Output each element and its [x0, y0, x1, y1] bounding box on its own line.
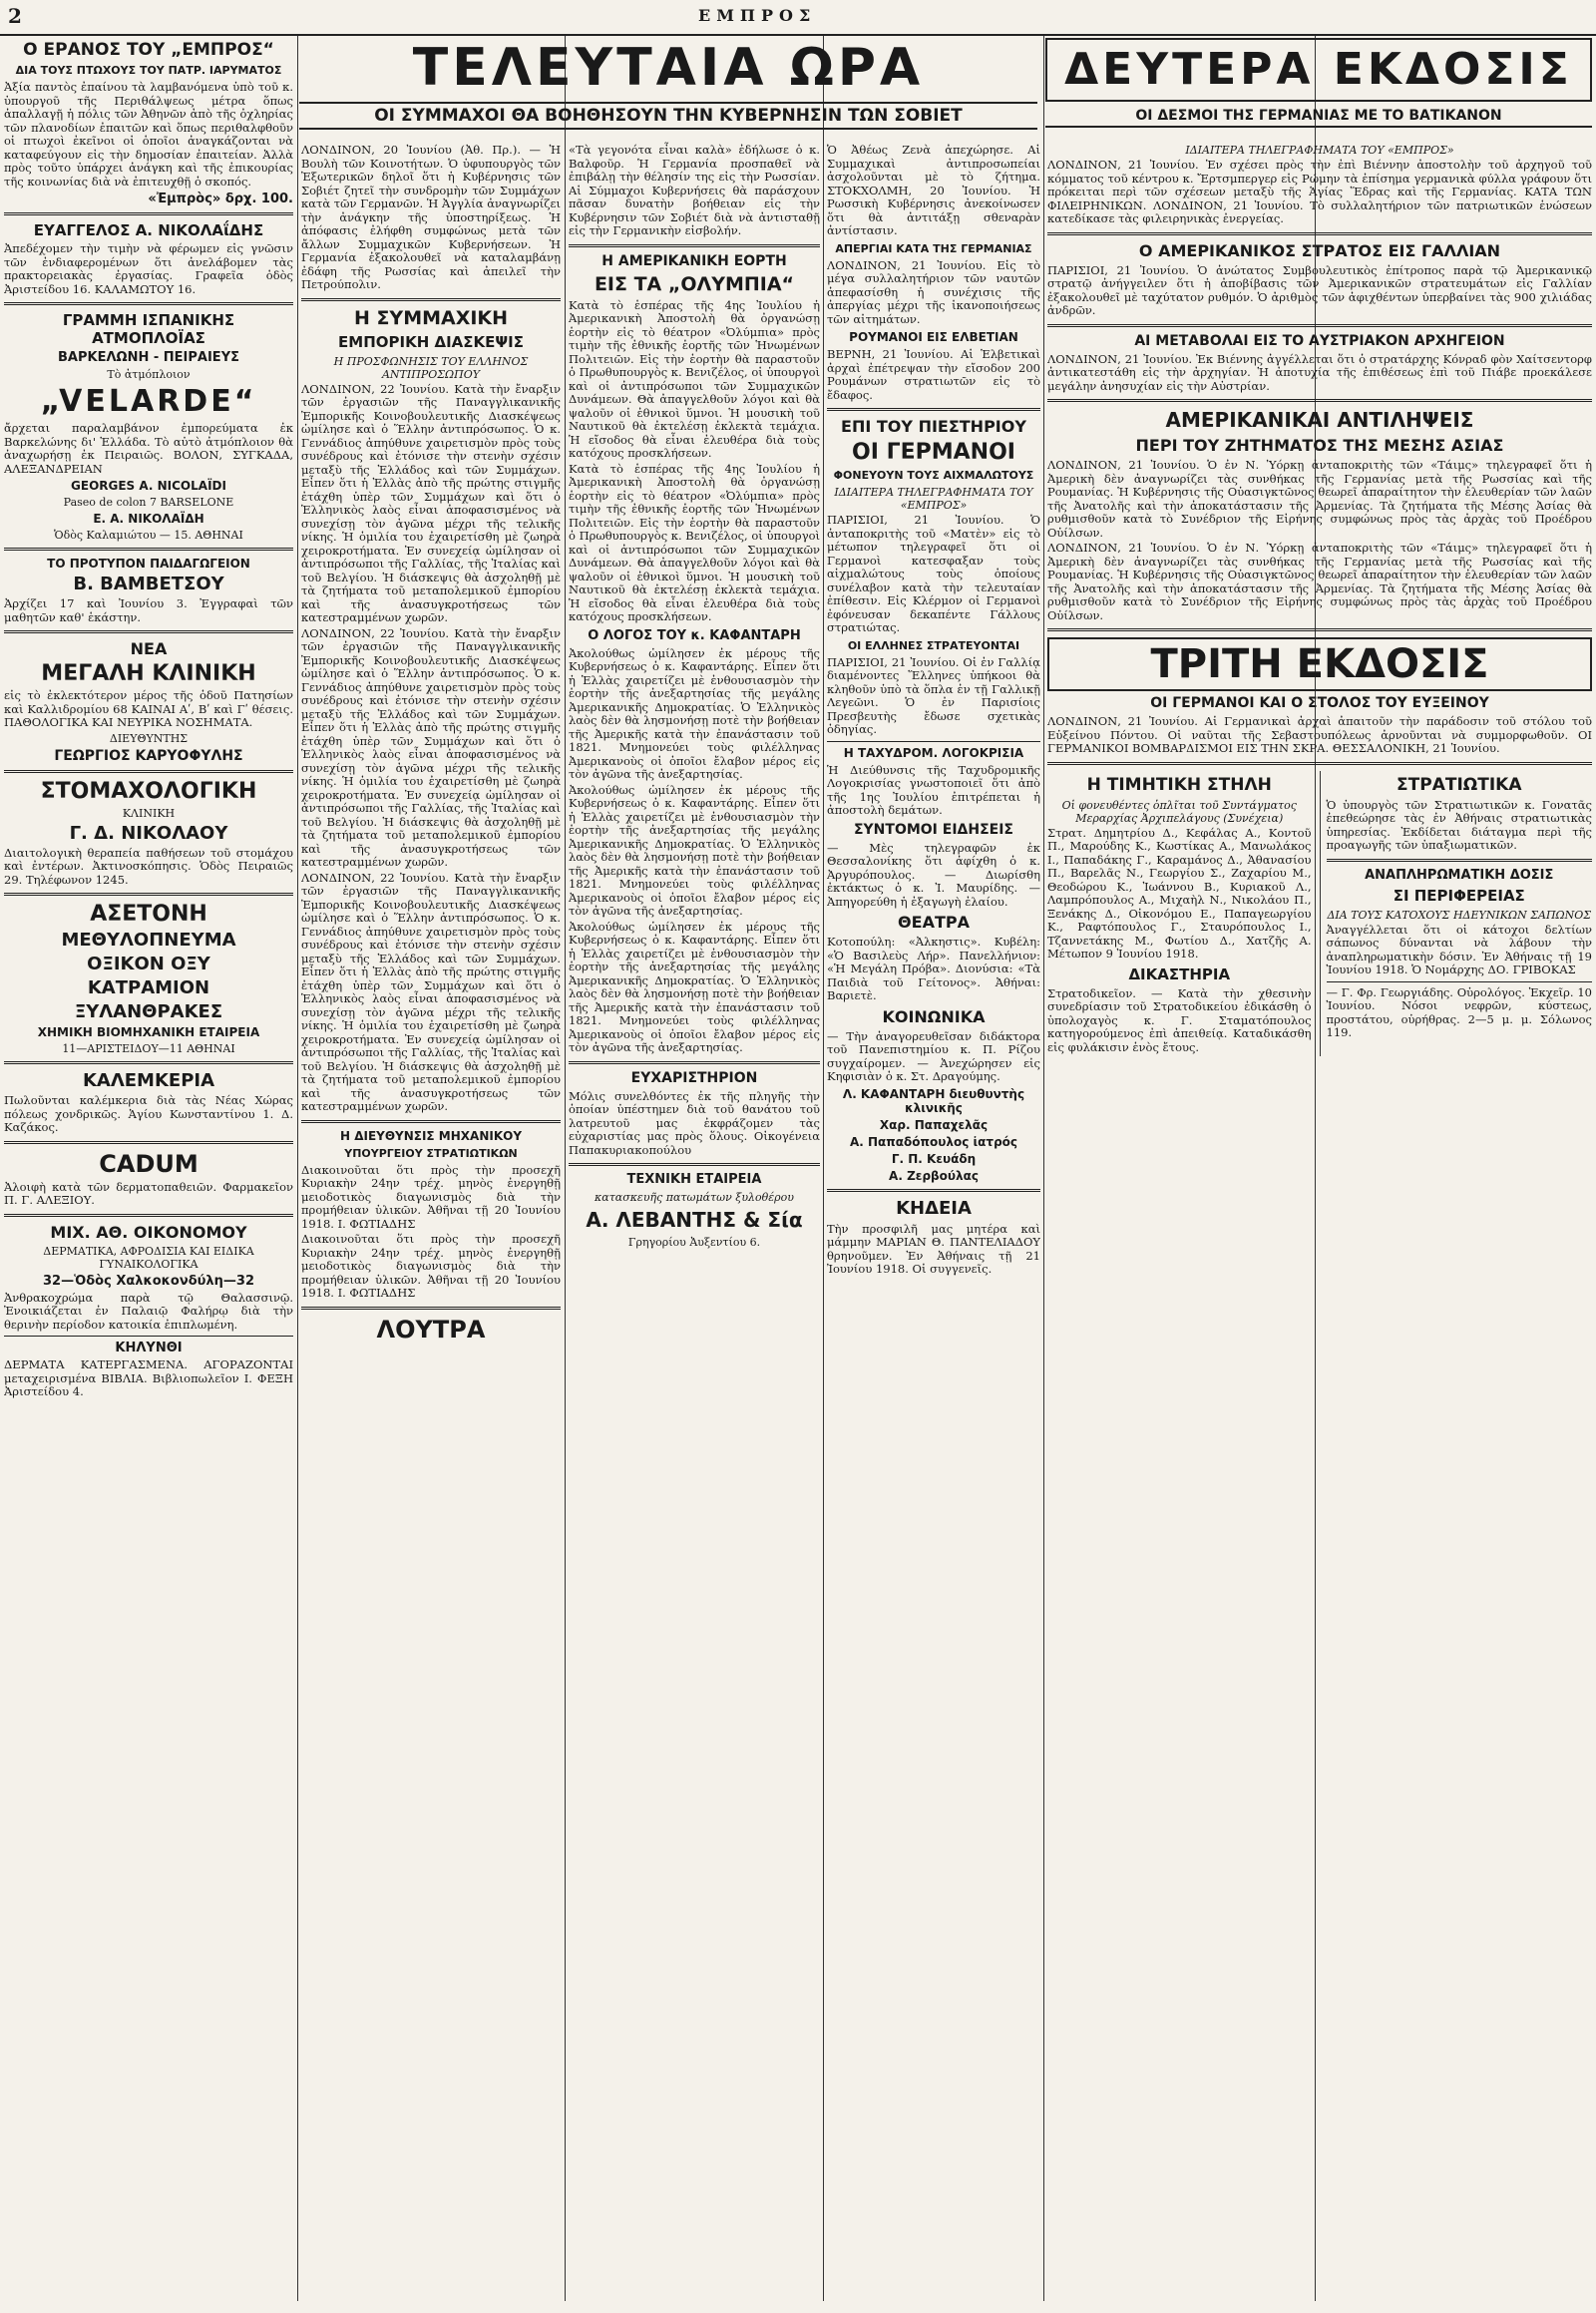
ad-oikonomou-title: ΜΙΧ. ΑΘ. ΟΙΚΟΝΟΜΟΥ	[50, 1222, 247, 1242]
ad-kalemkeria-text: Πωλοῦνται καλέμκερια διὰ τὰς Νέας Χώρας πόλεως χονδρικῶς. Ἁγίου Κωνσταντίνου 1. Δ. Καζάκος.	[4, 1093, 293, 1134]
theatres-body: Κοτοπούλη: «Ἀλκηστις». Κυβέλη: «Ὁ Βασιλεὺς Λήρ». Πανελλήνιον: «Ἡ Μεγάλη Πρόβα». Διονύσια: «Τὰ Παιδιὰ τοῦ Γείτονος». Ἀθήναι: Βαριετὲ.	[827, 935, 1040, 1002]
divider	[1327, 981, 1592, 982]
ad-ship-name: „VELARDE“	[40, 384, 257, 419]
american-views-body-cont: ΛΟΝΔΙΝΟΝ, 21 Ἰουνίου. Ὁ ἐν Ν. Ὑόρκῃ ἀνταποκριτὴς τῶν «Τάιμς» τηλεγραφεῖ ὅτι ἡ Ἀμερικὴ δὲν ἀναγνωρίζει τὰς συνθήκας τῆς Γερμανίας μετὰ τῆς Ρωσσίας καὶ τῆς Ρουμανίας. Ἡ Κυβέρνησις τῆς Οὐασιγκτῶνος θεωρεῖ ἀπαραίτητον τὴν ἐλευθερίαν τῶν λαῶν τῆς Ἀνατολῆς καὶ τὴν ἀποκατάστασιν τῆς Ἀρμενίας. Τὰ ζητήματα τῆς Μέσης Ἀσίας θὰ ρυθμισθοῦν κατὰ τὸ Συνέδριον τῆς Εἰρήνης συμφώνως πρὸς τὰς ἀρχὰς τοῦ Προέδρου Οὐίλσων.	[1047, 541, 1592, 622]
ad-clinic-director-label: ΔΙΕΥΘΥΝΤΗΣ	[109, 731, 189, 745]
column-divider	[823, 36, 824, 2301]
third-edition-body: ΛΟΝΔΙΝΟΝ, 21 Ἰουνίου. Αἱ Γερμανικαὶ ἀρχαὶ ἀπαιτοῦν τὴν παράδοσιν τοῦ στόλου τοῦ Εὐξείνου Πόντου. Οἱ ναῦται τῆς Σεβαστουπόλεως ἀρνοῦνται νὰ συμμορφωθοῦν. ΟΙ ΓΕΡΜΑΝΙΚΟΙ ΒΟΜΒΑΡΔΙΣΜΟΙ ΕΙΣ ΤΗΝ ΣΚΡΑ. ΘΕΣΣΑΛΟΝΙΚΗ, 21 Ἰουνίου.	[1047, 714, 1592, 755]
soap-note: ΔΙΑ ΤΟΥΣ ΚΑΤΟΧΟΥΣ ΗΔΕΥΝΙΚΩΝ ΣΑΠΩΝΟΣ	[1327, 908, 1592, 922]
column-3	[569, 142, 820, 2301]
short-news-body: — Μὲς τηλεγραφῶν ἐκ Θεσσαλονίκης ὅτι ἀφίχθη ὁ κ. Ἀργυρόπουλος. — Διωρίσθη ἐκτάκτως ὁ κ. Ἰ. Μαυρίδης. — Ἀπηγορεύθη ἡ ἐξαγωγὴ ἐλαίου.	[827, 840, 1040, 909]
column-2	[301, 142, 561, 2301]
austria-body: ΛΟΝΔΙΝΟΝ, 21 Ἰουνίου. Ἐκ Βιέννης ἀγγέλλεται ὅτι ὁ στρατάρχης Κόνραδ φὸν Χαίτσεντορφ ἀντικατεστάθη εἰς τὴν ἀρχηγίαν. Ἡ ἀποτυχία τῆς ἐπιθέσεως ἐπὶ τοῦ Πιάβε προεκάλεσε μεγάλην ἀνησυχίαν εἰς τὴν Αὐστρίαν.	[1047, 351, 1592, 393]
divider	[301, 1120, 561, 1123]
speech-body-cont-2: Ἀκολούθως ὡμίλησεν ἐκ μέρους τῆς Κυβερνήσεως ὁ κ. Καφαντάρης. Εἶπεν ὅτι ἡ Ἑλλὰς χαιρετίζει μὲ ἐνθουσιασμὸν τὴν ἑορτὴν τῆς ἀνεξαρτησίας τῆς μεγάλης Ἀμερικανικῆς Δημοκρατίας. Ὁ Ἑλληνικὸς λαὸς δὲν θὰ λησμονήσῃ ποτὲ τὴν βοήθειαν τῆς Ἀμερικῆς κατὰ τὴν ἐπανάστασιν τοῦ 1821. Μνημονεύει τοὺς φιλέλληνας Ἀμερικανοὺς οἱ ὁποῖοι ἔλαβον μέρος εἰς τὸν ἀγῶνα τῆς ἀνεξαρτησίας.	[569, 919, 820, 1054]
ad-agent: GEORGES A. NICOLAÏDI	[71, 479, 226, 493]
court-body: Στρατοδικεῖον. — Κατὰ τὴν χθεσινὴν συνεδρίασιν τοῦ Στρατοδικείου ἐδικάσθη ὁ ὑπολοχαγὸς κ. Γ. Σταματόπουλος κατηγορούμενος ἐπὶ ἀπειθείᾳ. Καταδικάσθη εἰς φυλάκισιν ἑνὸς ἔτους.	[1047, 985, 1312, 1054]
tech-company-name: Α. ΛΕΒΑΝΤΗΣ & Σία	[586, 1208, 803, 1232]
short-news-title: ΣΥΝΤΟΜΟΙ ΕΙΔΗΣΕΙΣ	[853, 821, 1013, 838]
divider	[4, 630, 293, 633]
divider	[4, 1214, 293, 1217]
divider	[4, 302, 293, 305]
ad-chem-line-4: ΚΑΤΡΑΜΙΟΝ	[87, 977, 210, 998]
column-divider	[565, 36, 566, 2301]
stele-body: Στρατ. Δημητρίου Δ., Κεφάλας Α., Κοντοῦ Π., Μαρούδης Κ., Κωστίκας Α., Μανωλάκος Ι., Παπαδάκης Γ., Καραμάνος Δ., Ἀθανασίου Π., Βαρελᾶς Ν., Γεωργίου Σ., Ζαχαρίου Μ., Θεοδώρου Κ., Ἰωάννου Β., Κυριακοῦ Λ., Λαμπρόπουλος Α., Μιχαὴλ Ν., Νικολάου Π., Ξενάκης Δ., Οἰκονόμου Ε., Παπαγεωργίου Κ., Ραφτόπουλος Γ., Σταυρόπουλος Ι., Τζαννετάκης Μ., Φωτίου Δ., Χατζῆς Α. Μέτωπον 9 Ἰουνίου 1918.	[1047, 825, 1312, 961]
tech-company-address: Γρηγορίου Ἀυξεντίου 6.	[627, 1236, 761, 1249]
romanians-title: ΡΟΥΜΑΝΟΙ ΕΙΣ ΕΛΒΕΤΙΑΝ	[849, 330, 1018, 344]
headline-second-edition	[1045, 38, 1592, 138]
ad-small-notices: Ἀνθρακοχρώμα παρὰ τῷ Θαλασσινῷ. Ἐνοικιάζεται ἐν Παλαιῷ Φαλήρῳ διὰ τὴν θερινὴν περίοδον κατοικία ἐπιπλωμένη.	[4, 1290, 293, 1332]
divider	[4, 548, 293, 551]
doctor-ad-4: Γ. Π. Κευάδη	[891, 1151, 977, 1166]
ad-oikonomou-address: 32—Ὁδὸς Χαλκοκονδύλη—32	[43, 1273, 254, 1289]
bottom-left	[1047, 771, 1312, 1057]
eranos-body: Ἀξία παντὸς ἐπαίνου τὰ λαμβανόμενα ὑπὸ τοῦ κ. ὑπουργοῦ τῆς Περιθάλψεως μέτρα ὅπως ἀπαλλαγῇ ἡ πόλις τῶν Ἀθηνῶν ἀπὸ τῆς ὀχληρίας τῶν πλανοδίων ἐπαιτῶν καὶ ὅπως περιθαλφθοῦν οἱ πτωχοὶ ἐκεῖνοι οἱ ὁποῖοι ἀναγκάζονται νὰ καταφεύγουν εἰς τὴν δημοσίαν ἐπαιτείαν. Ἀλλὰ πρὸς τοῦτο ὑπάρχει ἀνάγκη καὶ τῆς ἐπικουρίας τῆς κοινωνίας διὰ νὰ ἐπιτευχθῇ ὁ σκοπός.	[4, 80, 293, 189]
ad-spanish-line-route: ΒΑΡΚΕΛΩΝΗ - ΠΕΙΡΑΙΕΥΣ	[58, 350, 239, 365]
military-title: ΣΤΡΑΤΙΩΤΙΚΑ	[1396, 774, 1522, 795]
column-divider	[297, 36, 298, 2301]
column-4	[827, 142, 1040, 2301]
ad-stomach-sub: ΚΛΙΝΙΚΗ	[122, 806, 176, 820]
masthead	[0, 0, 1596, 36]
american-fest-sub: ΕΙΣ ΤΑ „ΟΛΥΜΠΙΑ“	[594, 272, 795, 295]
ad-chem-line-1: ΑΣΕΤΟΝΗ	[90, 902, 207, 927]
ad-clinic-text: εἰς τὸ ἐκλεκτότερον μέρος τῆς ὁδοῦ Πατησίων καὶ Καλλιδρομίου 68 ΚΑΙΝΑΙ Αʹ, Βʹ καὶ Γʹ θέσεις. ΠΑΘΟΛΟΓΙΚΑ ΚΑΙ ΝΕΥΡΙΚΑ ΝΟΣΗΜΑΤΑ.	[4, 688, 293, 729]
divider	[569, 244, 820, 247]
ad-agent-2: Ε. Α. ΝΙΚΟΛΑΪΔΗ	[93, 512, 204, 526]
romanians-body: ΒΕΡΝΗ, 21 Ἰουνίου. Αἱ Ἑλβετικαὶ ἀρχαὶ ἐπέτρεψαν τὴν εἴσοδον 200 Ρουμάνων στρατιωτῶν εἰς τὸ ἔδαφος.	[827, 347, 1040, 402]
headline-sub: ΟΙ ΣΥΜΜΑΧΟΙ ΘΑ ΒΟΗΘΗΣΟΥΝ ΤΗΝ ΚΥΒΕΡΝΗΣΙΝ ΤΩΝ ΣΟΒΙΕΤ	[299, 102, 1037, 130]
moscow-body: Ὁ Ἀθέως Ζενὰ ἀπεχώρησε. Αἱ Συμμαχικαὶ ἀντιπροσωπείαι ἀσχολοῦνται μὲ τὸ ζήτημα. ΣΤΟΚΧΟΛΜΗ, 20 Ἰουνίου. Ἡ Ρωσσικὴ Κυβέρνησις ἀνεκοίνωσεν ὅτι θὰ ἀντιτάξῃ σθεναρὰν ἀντίστασιν.	[827, 143, 1040, 237]
balfour-body: «Τὰ γεγονότα εἶναι καλὰ» ἐδήλωσε ὁ κ. Βαλφοῦρ. Ἡ Γερμανία προσπαθεῖ νὰ ἐπιβάλῃ τὴν θέλησίν της εἰς τὴν Ρωσσίαν. Αἱ Σύμμαχοι Κυβερνήσεις θὰ παράσχουν πᾶσαν δυνατὴν βοήθειαν εἰς τὴν Κυβέρνησιν τῶν Σοβιέτ διὰ νὰ ἀντισταθῇ εἰς τὴν Γερμανικὴν εἰσβολήν.	[569, 143, 820, 237]
bottom-split	[1047, 771, 1592, 1057]
doctor-ad-3: Α. Παπαδόπουλος ἰατρός	[849, 1134, 1018, 1149]
divider	[301, 1307, 561, 1310]
divider	[569, 1163, 820, 1166]
us-army-body: ΠΑΡΙΣΙΟΙ, 21 Ἰουνίου. Ὁ ἀνώτατος Συμβουλευτικὸς ἐπίτροπος παρὰ τῷ Ἀμερικανικῷ στρατῷ ἀνήγγειλεν ὅτι ἡ ἀποβίβασις τῶν Ἀμερικανικῶν στρατευμάτων εἰς Γαλλίαν ἐξακολουθεῖ μὲ ταχύτατον ρυθμόν. Ὁ ἀριθμὸς τῶν ἀφιχθέντων ὑπερβαίνει τὰς 900 χιλιάδας ἀνδρῶν.	[1047, 262, 1592, 317]
engineer-body: Διακοινοῦται ὅτι πρὸς τὴν προσεχῆ Κυριακὴν 24ην τρέχ. μηνὸς ἐνεργηθῇ μειοδοτικὸς διαγωνισμὸς διὰ τὴν προμήθειαν ὑλικῶν. Ἀθῆναι τῇ 20 Ἰουνίου 1918. Ι. ΦΩΤΙΑΔΗΣ	[301, 1162, 561, 1231]
doctor-ad-5: Α. Ζερβούλας	[889, 1168, 979, 1183]
ad-ship-label: Τὸ ἀτμόπλοιον	[107, 368, 191, 381]
stele-title: Η ΤΙΜΗΤΙΚΗ ΣΤΗΛΗ	[1086, 774, 1272, 795]
military-body: Ὁ ὑπουργὸς τῶν Στρατιωτικῶν κ. Γονατᾶς ἐπεθεώρησε τὰς ἐν Ἀθήναις στρατιωτικὰς ὑπηρεσίας. Ἐκδίδεται διάταγμα περὶ τῆς προαγωγῆς τῶν ὑπαξιωματικῶν.	[1326, 797, 1592, 852]
ad-school-title: ΤΟ ΠΡΟΤΥΠΟΝ ΠΑΙΔΑΓΩΓΕΙΟΝ	[47, 557, 250, 571]
ad-nikolaidis-title: ΕΥΑΓΓΕΛΟΣ Α. ΝΙΚΟΛΑΐΔΗΣ	[33, 221, 264, 239]
divider	[301, 298, 561, 301]
divider	[4, 893, 293, 896]
divider	[4, 1336, 293, 1337]
american-views-sub: ΠΕΡΙ ΤΟΥ ΖΗΤΗΜΑΤΟΣ ΤΗΣ ΜΕΣΗΣ ΑΣΙΑΣ	[1135, 436, 1504, 455]
social-body: — Τὴν ἀναγορευθεῖσαν διδάκτορα τοῦ Πανεπιστημίου κ. Π. Ρίζου συγχαίρομεν. — Ἀνεχώρησεν εἰς Κηφισιὰν ὁ κ. Στ. Δραγούμης.	[827, 1028, 1040, 1083]
ad-chem-line-3: ΟΞΙΚΟΝ ΟΞΥ	[87, 954, 210, 974]
divider	[1047, 762, 1592, 765]
theatres-title: ΘΕΑΤΡΑ	[898, 913, 970, 932]
ad-chem-line-2: ΜΕΘΥΛΟΠΝΕΥΜΑ	[61, 930, 236, 951]
divider	[4, 770, 293, 773]
divider	[4, 1141, 293, 1144]
ad-agent-address-2: Ὁδὸς Καλαμιώτου — 15. ΑΘΗΝΑΙ	[54, 529, 243, 542]
american-fest-body: Κατὰ τὸ ἑσπέρας τῆς 4ης Ἰουλίου ἡ Ἀμερικανικὴ Ἀποστολὴ θὰ ὀργανώσῃ ἑορτὴν εἰς τὸ θέατρον «Ὀλύμπια» πρὸς τιμὴν τῆς ἐθνικῆς ἑορτῆς τῶν Ἡνωμένων Πολιτειῶν. Εἰς τὴν ἑορτὴν θὰ παραστοῦν ὁ Πρωθυπουργὸς κ. Βενιζέλος, οἱ ὑπουργοὶ καὶ οἱ ἀντιπρόσωποι τῶν Συμμαχικῶν Δυνάμεων. Θὰ ἀπαγγελθοῦν λόγοι καὶ θὰ ψαλοῦν οἱ ἐθνικοὶ ὕμνοι. Ἡ μουσικὴ τοῦ Ναυτικοῦ θὰ ἐκτελέσῃ ἐκλεκτὰ τεμάχια. Ἡ εἴσοδος θὰ εἶναι ἐλευθέρα διὰ τοὺς κατόχους προσκλήσεων.	[569, 297, 820, 460]
headline-title: ΤΕΛΕΥΤΑΙΑ ΩΡΑ	[412, 38, 925, 98]
greeks-body: ΠΑΡΙΣΙΟΙ, 21 Ἰουνίου. Οἱ ἐν Γαλλίᾳ διαμένοντες Ἕλληνες ὑπήκοοι θὰ κληθοῦν ὑπὸ τὰ ὅπλα ἐν τῇ Γαλλικῇ Λεγεῶνι. Ὁ ἐν Παρισίοις Πρεσβευτὴς ἔδωσε σχετικὰς ὁδηγίας.	[827, 654, 1040, 736]
column-right	[1047, 142, 1592, 2301]
funeral-title: ΚΗΔΕΙΑ	[896, 1197, 972, 1219]
engineer-body-cont: Διακοινοῦται ὅτι πρὸς τὴν προσεχῆ Κυριακὴν 24ην τρέχ. μηνὸς ἐνεργηθῇ μειοδοτικὸς διαγωνισμὸς διὰ τὴν προμήθειαν ὑλικῶν. Ἀθῆναι τῇ 20 Ἰουνίου 1918. Ι. ΦΩΤΙΑΔΗΣ	[301, 1232, 561, 1300]
thanks-body: Μόλις συνελθόντες ἐκ τῆς πληγῆς τὴν ὁποίαν ὑπέστημεν διὰ τοῦ θανάτου τοῦ λατρευτοῦ μας ἐκφράζομεν τὰς εὐχαριστίας μας πρὸς ὅλους. Οἰκογένεια Παπακυριακοπούλου	[569, 1088, 820, 1157]
greeks-title: ΟΙ ΕΛΛΗΝΕΣ ΣΤΡΑΤΕΥΟΝΤΑΙ	[847, 638, 1020, 652]
ad-agent-address: Paseo de colon 7 BARSELONE	[63, 496, 234, 509]
third-edition-sub: ΟΙ ΓΕΡΜΑΝΟΙ ΚΑΙ Ο ΣΤΟΛΟΣ ΤΟΥ ΕΥΞΕΙΝΟΥ	[1150, 695, 1489, 711]
ad-kalemkeria-title: ΚΑΛΕΜΚΕΡΙΑ	[82, 1070, 215, 1091]
divider	[1047, 324, 1592, 327]
conference-sub: ΕΜΠΟΡΙΚΗ ΔΙΑΣΚΕΨΙΣ	[338, 332, 524, 351]
strikes-title: ΑΠΕΡΓΙΑΙ ΚΑΤΑ ΤΗΣ ΓΕΡΜΑΝΙΑΣ	[835, 241, 1032, 255]
ad-loutra: ΛΟΥΤΡΑ	[376, 1315, 486, 1344]
american-views-title: ΑΜΕΡΙΚΑΝΙΚΑΙ ΑΝΤΙΛΗΨΕΙΣ	[1165, 408, 1474, 432]
divider	[1047, 628, 1592, 631]
conference-body: ΛΟΝΔΙΝΟΝ, 22 Ἰουνίου. Κατὰ τὴν ἔναρξιν τῶν ἐργασιῶν τῆς Παναγγλικανικῆς Ἐμπορικῆς Κοινοβουλευτικῆς Διασκέψεως ὡμίλησε καὶ ὁ Ἕλλην ἀντιπρόσωπος. Ὁ κ. Γεννάδιος ἀπηύθυνε χαιρετισμὸν πρὸς τοὺς συνέδρους καὶ ἐτόνισε τὴν στενὴν σχέσιν μεταξὺ τῆς Ἑλλάδος καὶ τῶν Συμμάχων. Εἶπεν ὅτι ἡ Ἑλλὰς ἀπὸ τῆς πρώτης στιγμῆς ἐτάχθη ὑπὲρ τῶν Συμμάχων καὶ ὅτι ὁ Ἑλληνικὸς λαὸς εἶναι ἀποφασισμένος νὰ συνεχίσῃ τὸν ἀγῶνα μέχρι τῆς τελικῆς νίκης. Ἡ ὁμιλία του ἐχαιρετίσθη μὲ ζωηρὰ χειροκροτήματα. Ἐν συνεχείᾳ ὡμίλησαν οἱ ἀντιπρόσωποι τῆς Γαλλίας, τῆς Ἰταλίας καὶ τοῦ Βελγίου. Ἡ διάσκεψις θὰ ἀσχοληθῇ μὲ τὰ ζητήματα τοῦ μεταπολεμικοῦ ἐμπορίου καὶ τῆς ἀνασυγκροτήσεως τῶν κατεστραμμένων χωρῶν.	[301, 381, 561, 624]
court-title: ΔΙΚΑΣΤΗΡΙΑ	[1128, 964, 1231, 983]
divider	[827, 408, 1040, 411]
soap-title: ΑΝΑΠΛΗΡΩΜΑΤΙΚΗ ΔΟΣΙΣ	[1365, 867, 1554, 883]
last-ad: — Γ. Φρ. Γεωργιάδης. Οὐρολόγος. Ἐκχεῖρ. 10 Ἰουνίου. Νόσοι νεφρῶν, κύστεως, προστάτου, οὐρήθρας. 2—5 μ. μ. Σόλωνος 119.	[1326, 984, 1592, 1039]
american-fest-title: Η ΑΜΕΡΙΚΑΝΙΚΗ ΕΟΡΤΗ	[601, 252, 787, 269]
press-note: ΙΔΙΑΙΤΕΡΑ ΤΗΛΕΓΡΑΦΗΜΑΤΑ ΤΟΥ «ΕΜΠΡΟΣ»	[834, 486, 1033, 512]
ad-nikolaidis-text: Ἀπεδέχομεν τὴν τιμὴν νὰ φέρωμεν εἰς γνῶσιν τῶν ἐνδιαφερομένων ὅτι ἀνελάβομεν τὰς πρακτορειακὰς ἐργασίας. Γραφεῖα ὁδὸς Ἀριστείδου 16. ΚΑΛΑΜΩΤΟΥ 16.	[4, 241, 293, 296]
ad-chem-address: 11—ΑΡΙΣΤΕΙΔΟΥ—11 ΑΘΗΝΑΙ	[62, 1042, 235, 1055]
ad-clinic-small: ΝΕΑ	[130, 639, 168, 658]
press-body: ΠΑΡΙΣΙΟΙ, 21 Ἰουνίου. Ὁ ἀνταποκριτὴς τοῦ «Ματὲν» εἰς τὸ μέτωπον τηλεγραφεῖ ὅτι οἱ Γερμανοὶ κατεσφαξαν τοὺς αἰχμαλώτους τοὺς ὁποίους συνέλαβον κατὰ τὴν τελευταίαν ἐπίθεσιν. Εἰς Κλέρμον οἱ Γερμανοὶ ἐφόνευσαν δεκαπέντε Γάλλους στρατιώτας.	[827, 513, 1040, 634]
thanks-title: ΕΥΧΑΡΙΣΤΗΡΙΟΝ	[630, 1069, 758, 1086]
second-edition-sub: ΟΙ ΔΕΣΜΟΙ ΤΗΣ ΓΕΡΜΑΝΙΑΣ ΜΕ ΤΟ ΒΑΤΙΚΑΝΟΝ	[1045, 106, 1592, 128]
ad-spanish-line-text: ἄρχεται παραλαμβάνον ἐμπορεύματα ἐκ Βαρκελώνης δι' Ἑλλάδα. Τὸ αὐτὸ ἀτμόπλοιον θὰ ἀναχωρήσῃ ἐκ Πειραιῶς. ΒΟΛΟΝ, ΣΥΓΚΑΔΑ, ΑΛΕΞΑΝΔΡΕΙΑΝ	[4, 421, 293, 476]
ad-school-text: Ἀρχίζει 17 καὶ Ἰουνίου 3. Ἐγγραφαὶ τῶν μαθητῶν καθ' ἑκάστην.	[4, 596, 293, 624]
austria-title: ΑΙ ΜΕΤΑΒΟΛΑΙ ΕΙΣ ΤΟ ΑΥΣΤΡΙΑΚΟΝ ΑΡΧΗΓΕΙΟΝ	[1134, 332, 1505, 349]
conference-body-cont-2: ΛΟΝΔΙΝΟΝ, 22 Ἰουνίου. Κατὰ τὴν ἔναρξιν τῶν ἐργασιῶν τῆς Παναγγλικανικῆς Ἐμπορικῆς Κοινοβουλευτικῆς Διασκέψεως ὡμίλησε καὶ ὁ Ἕλλην ἀντιπρόσωπος. Ὁ κ. Γεννάδιος ἀπηύθυνε χαιρετισμὸν πρὸς τοὺς συνέδρους καὶ ἐτόνισε τὴν στενὴν σχέσιν μεταξὺ τῆς Ἑλλάδος καὶ τῶν Συμμάχων. Εἶπεν ὅτι ἡ Ἑλλὰς ἀπὸ τῆς πρώτης στιγμῆς ἐτάχθη ὑπὲρ τῶν Συμμάχων καὶ ὅτι ὁ Ἑλληνικὸς λαὸς εἶναι ἀποφασισμένος νὰ συνεχίσῃ τὸν ἀγῶνα μέχρι τῆς τελικῆς νίκης. Ἡ ὁμιλία του ἐχαιρετίσθη μὲ ζωηρὰ χειροκροτήματα. Ἐν συνεχείᾳ ὡμίλησαν οἱ ἀντιπρόσωποι τῆς Γαλλίας, τῆς Ἰταλίας καὶ τοῦ Βελγίου. Ἡ διάσκεψις θὰ ἀσχοληθῇ μὲ τὰ ζητήματα τοῦ μεταπολεμικοῦ ἐμπορίου καὶ τῆς ἀνασυγκροτήσεως τῶν κατεστραμμένων χωρῶν.	[301, 870, 561, 1113]
soap-body: Ἀναγγέλλεται ὅτι οἱ κάτοχοι δελτίων σάπωνος δύνανται νὰ λάβουν τὴν ἀναπληρωματικὴν δόσιν. Ἐν Ἀθήναις τῇ 19 Ἰουνίου 1918. Ὁ Νομάρχης ΔΟ. ΓΡΙΒΟΚΑΣ	[1326, 922, 1592, 976]
engineer-sub: ΥΠΟΥΡΓΕΙΟΥ ΣΤΡΑΤΙΩΤΙΚΩΝ	[344, 1146, 518, 1160]
doctor-ad-1: Λ. ΚΑΦΑΝΤΑΡΗ διευθυντὴς κλινικῆς	[842, 1086, 1025, 1115]
american-views-body: ΛΟΝΔΙΝΟΝ, 21 Ἰουνίου. Ὁ ἐν Ν. Ὑόρκῃ ἀνταποκριτὴς τῶν «Τάιμς» τηλεγραφεῖ ὅτι ἡ Ἀμερικὴ δὲν ἀναγνωρίζει τὰς συνθήκας τῆς Γερμανίας μετὰ τῆς Ρωσσίας καὶ τῆς Ρουμανίας. Ἡ Κυβέρνησις τῆς Οὐασιγκτῶνος θεωρεῖ ἀπαραίτητον τὴν ἐλευθερίαν τῶν λαῶν τῆς Ἀνατολῆς καὶ τὴν ἀποκατάστασιν τῆς Ἀρμενίας. Τὰ ζητήματα τῆς Μέσης Ἀσίας θὰ ρυθμισθοῦν κατὰ τὸ Συνέδριον τῆς Εἰρήνης συμφώνως πρὸς τὰς ἀρχὰς τοῦ Προέδρου Οὐίλσων.	[1047, 458, 1592, 540]
eranos-subtitle: ΔΙΑ ΤΟΥΣ ΠΤΩΧΟΥΣ ΤΟΥ ΠΑΤΡ. ΙΑΡΥΜΑΤΟΣ	[15, 64, 282, 77]
divider	[1047, 232, 1592, 235]
third-edition-title: ΤΡΙΤΗ ΕΚΔΟΣΙΣ	[1047, 637, 1592, 691]
divider	[4, 1061, 293, 1064]
ad-stomach-text: Διαιτολογικὴ θεραπεία παθήσεων τοῦ στομάχου καὶ ἐντέρων. Ἀκτινοσκόπησις. Ὁδὸς Πειραιῶς 29. Τηλέφωνον 1245.	[4, 845, 293, 887]
divider	[827, 741, 1040, 742]
ad-chem-company: ΧΗΜΙΚΗ ΒΙΟΜΗΧΑΝΙΚΗ ΕΤΑΙΡΕΙΑ	[37, 1025, 260, 1039]
us-army-title: Ο ΑΜΕΡΙΚΑΝΙΚΟΣ ΣΤΡΑΤΟΣ ΕΙΣ ΓΑΛΛΙΑΝ	[1138, 240, 1501, 260]
press-sub2: ΦΟΝΕΥΟΥΝ ΤΟΥΣ ΑΙΧΜΑΛΩΤΟΥΣ	[833, 469, 1034, 482]
ad-last-text: ΔΕΡΜΑΤΑ ΚΑΤΕΡΓΑΣΜΕΝΑ. ΑΓΟΡΑΖΟΝΤΑΙ μεταχειρισμένα ΒΙΒΛΙΑ. Βιβλιοπωλεῖον Ι. ΦΕΞΗ Ἀριστείδου 4.	[4, 1357, 293, 1398]
page-number: 2	[8, 4, 22, 28]
engineer-title: Η ΔΙΕΥΘΥΝΣΙΣ ΜΗΧΑΝΙΚΟΥ	[339, 1128, 523, 1143]
ad-oikonomou-sub: ΔΕΡΜΑΤΙΚΑ, ΑΦΡΟΔΙΣΙΑ ΚΑΙ ΕΙΔΙΚΑ ΓΥΝΑΙΚΟΛΟΓΙΚΑ	[43, 1244, 254, 1271]
american-fest-body-cont: Κατὰ τὸ ἑσπέρας τῆς 4ης Ἰουλίου ἡ Ἀμερικανικὴ Ἀποστολὴ θὰ ὀργανώσῃ ἑορτὴν εἰς τὸ θέατρον «Ὀλύμπια» πρὸς τιμὴν τῆς ἐθνικῆς ἑορτῆς τῶν Ἡνωμένων Πολιτειῶν. Εἰς τὴν ἑορτὴν θὰ παραστοῦν ὁ Πρωθυπουργὸς κ. Βενιζέλος, οἱ ὑπουργοὶ καὶ οἱ ἀντιπρόσωποι τῶν Συμμαχικῶν Δυνάμεων. Θὰ ἀπαγγελθοῦν λόγοι καὶ θὰ ψαλοῦν οἱ ἐθνικοὶ ὕμνοι. Ἡ μουσικὴ τοῦ Ναυτικοῦ θὰ ἐκτελέσῃ ἐκλεκτὰ τεμάχια. Ἡ εἴσοδος θὰ εἶναι ἐλευθέρα διὰ τοὺς κατόχους προσκλήσεων.	[569, 461, 820, 623]
eranos-title: Ο ΕΡΑΝΟΣ ΤΟΥ „ΕΜΠΡΟΣ“	[23, 40, 274, 60]
tech-company-sub: κατασκευῆς πατωμάτων ξυλοθέρου	[595, 1191, 794, 1204]
divider	[827, 1189, 1040, 1192]
divider	[1047, 399, 1592, 402]
speech-body-cont: Ἀκολούθως ὡμίλησεν ἐκ μέρους τῆς Κυβερνήσεως ὁ κ. Καφαντάρης. Εἶπεν ὅτι ἡ Ἑλλὰς χαιρετίζει μὲ ἐνθουσιασμὸν τὴν ἑορτὴν τῆς ἀνεξαρτησίας τῆς μεγάλης Ἀμερικανικῆς Δημοκρατίας. Ὁ Ἑλληνικὸς λαὸς δὲν θὰ λησμονήσῃ ποτὲ τὴν βοήθειαν τῆς Ἀμερικῆς κατὰ τὴν ἐπανάστασιν τοῦ 1821. Μνημονεύει τοὺς φιλέλληνας Ἀμερικανοὺς οἱ ὁποῖοι ἔλαβον μέρος εἰς τὸν ἀγῶνα τῆς ἀνεξαρτησίας.	[569, 782, 820, 918]
ad-stomach-title: ΣΤΟΜΑΧΟΛΟΓΙΚΗ	[40, 778, 257, 804]
ad-school-name: Β. ΒΑΜΒΕΤΣΟΥ	[73, 574, 224, 594]
vatican-body: ΛΟΝΔΙΝΟΝ, 21 Ἰουνίου. Ἐν σχέσει πρὸς τὴν ἐπὶ Βιέννην ἀποστολὴν τοῦ ἀρχηγοῦ τοῦ κόμματος τοῦ κέντρου κ. Ἔρτσμπεργερ εἰς Ρώμην τὰ ἐπίσημα γερμανικὰ φύλλα γράφουν ὅτι πρόκειται περὶ τῶν σχέσεων μεταξὺ τῆς Ἁγίας Ἕδρας καὶ τῆς Γερμανίας. ΚΑΤΑ ΤΩΝ ΦΙΛΕΙΡΗΝΙΚΩΝ. ΛΟΝΔΙΝΟΝ, 21 Ἰουνίου. Τὸ συλλαλητήριον τῶν πατριωτικῶν ἑνώσεων κατεδίκασε τὰς φιλειρηνικὰς ἐνεργείας.	[1047, 158, 1592, 225]
funeral-body: Τὴν προσφιλῆ μας μητέρα καὶ μάμμην ΜΑΡΙΑΝ Θ. ΠΑΝΤΕΛΙΑΔΟΥ θρηνοῦμεν. Ἐν Ἀθήναις τῇ 21 Ἰουνίου 1918. Οἱ συγγενεῖς.	[827, 1221, 1040, 1276]
press-sub: ΟΙ ΓΕΡΜΑΝΟΙ	[852, 440, 1015, 465]
ad-chem-line-5: ΞΥΛΑΝΘΡΑΚΕΣ	[74, 1001, 223, 1022]
allies-body: ΛΟΝΔΙΝΟΝ, 20 Ἰουνίου (Ἀθ. Πρ.). — Ἡ Βουλὴ τῶν Κοινοτήτων. Ὁ ὑφυπουργὸς τῶν Ἐξωτερικῶν δηλοῖ ὅτι ἡ Κυβέρνησις τῶν Σοβιέτ ζητεῖ τὴν συνδρομὴν τῶν Συμμάχων κατὰ τῶν Γερμανῶν. Ἡ Ἀγγλία ἀναγνωρίζει τὴν ἀνάγκην τῆς ὑποστηρίξεως. Ἡ ἀπόφασις ἐλήφθη συμφώνως μετὰ τῶν ἄλλων Συμμαχικῶν Κυβερνήσεων. Ἡ Γερμανία ἐξακολουθεῖ νὰ καταλαμβάνῃ ἐδάφη τῆς Ρωσσίας καὶ ἀπειλεῖ τὴν Πετρούπολιν.	[301, 143, 561, 291]
ad-last-title: ΚΗΛΥΝΘΙ	[115, 1341, 183, 1355]
speech-body: Ἀκολούθως ὡμίλησεν ἐκ μέρους τῆς Κυβερνήσεως ὁ κ. Καφαντάρης. Εἶπεν ὅτι ἡ Ἑλλὰς χαιρετίζει μὲ ἐνθουσιασμὸν τὴν ἑορτὴν τῆς ἀνεξαρτησίας τῆς μεγάλης Ἀμερικανικῆς Δημοκρατίας. Ὁ Ἑλληνικὸς λαὸς δὲν θὰ λησμονήσῃ ποτὲ τὴν βοήθειαν τῆς Ἀμερικῆς κατὰ τὴν ἐπανάστασιν τοῦ 1821. Μνημονεύει τοὺς φιλέλληνας Ἀμερικανοὺς οἱ ὁποῖοι ἔλαβον μέρος εἰς τὸν ἀγῶνα τῆς ἀνεξαρτησίας.	[569, 645, 820, 781]
ad-cadum-text: Ἀλοιφὴ κατὰ τῶν δερματοπαθειῶν. Φαρμακεῖον Π. Γ. ΑΛΕΞΙΟΥ.	[4, 1179, 293, 1207]
ad-stomach-name: Γ. Δ. ΝΙΚΟΛΑΟΥ	[69, 822, 228, 844]
telegram-note: ΙΔΙΑΙΤΕΡΑ ΤΗΛΕΓΡΑΦΗΜΑΤΑ ΤΟΥ «ΕΜΠΡΟΣ»	[1185, 144, 1454, 157]
headline-last-hour	[299, 38, 1037, 138]
tech-company-title: ΤΕΧΝΙΚΗ ΕΤΑΙΡΕΙΑ	[626, 1172, 762, 1187]
ad-clinic-director: ΓΕΩΡΓΙΟΣ ΚΑΡΥΟΦΥΛΗΣ	[54, 747, 243, 764]
censorship-title: Η ΤΑΧΥΔΡΟΜ. ΛΟΓΟΚΡΙΣΙΑ	[843, 745, 1024, 760]
divider	[4, 212, 293, 215]
stele-sub: Οἱ φονευθέντες ὁπλῖται τοῦ Συντάγματος Μεραρχίας Ἀρχιπελάγους (Συνέχεια)	[1061, 798, 1297, 825]
bottom-right	[1320, 771, 1592, 1057]
strikes-body: ΛΟΝΔΙΝΟΝ, 21 Ἰουνίου. Εἰς τὸ μέγα συλλαλητήριον τῶν ναυτῶν ἀπεφασίσθη ἡ συνέχισις τῆς ἀπεργίας μέχρι τῆς ἱκανοποιήσεως τῶν αἰτημάτων.	[827, 257, 1040, 326]
conference-sub2: Η ΠΡΟΣΦΩΝΗΣΙΣ ΤΟΥ ΕΛΛΗΝΟΣ ΑΝΤΙΠΡΟΣΩΠΟΥ	[333, 354, 529, 381]
doctor-ad-2: Χαρ. Παπαχελᾶς	[879, 1117, 989, 1132]
censorship-body: Ἡ Διεύθυνσις τῆς Ταχυδρομικῆς Λογοκρισίας γνωστοποιεῖ ὅτι ἀπὸ τῆς 1ης Ἰουλίου ἐπιτρέπεται ἡ ἀποστολὴ δεμάτων.	[827, 762, 1040, 817]
column-1	[4, 36, 293, 2301]
divider	[1327, 859, 1592, 862]
second-edition-title: ΔΕΥΤΕΡΑ ΕΚΔΟΣΙΣ	[1045, 38, 1592, 102]
ad-cadum-title: CADUM	[99, 1149, 199, 1178]
ad-clinic-title: ΜΕΓΑΛΗ ΚΛΙΝΙΚΗ	[41, 661, 256, 686]
speech-title: Ο ΛΟΓΟΣ ΤΟΥ κ. ΚΑΦΑΝΤΑΡΗ	[588, 627, 801, 643]
divider	[569, 1061, 820, 1064]
social-title: ΚΟΙΝΩΝΙΚΑ	[882, 1006, 986, 1026]
eranos-total: «Ἐμπρὸς» δρχ. 100.	[148, 192, 293, 206]
press-title: ΕΠΙ ΤΟΥ ΠΙΕΣΤΗΡΙΟΥ	[841, 417, 1026, 436]
conference-body-cont: ΛΟΝΔΙΝΟΝ, 22 Ἰουνίου. Κατὰ τὴν ἔναρξιν τῶν ἐργασιῶν τῆς Παναγγλικανικῆς Ἐμπορικῆς Κοινοβουλευτικῆς Διασκέψεως ὡμίλησε καὶ ὁ Ἕλλην ἀντιπρόσωπος. Ὁ κ. Γεννάδιος ἀπηύθυνε χαιρετισμὸν πρὸς τοὺς συνέδρους καὶ ἐτόνισε τὴν στενὴν σχέσιν μεταξὺ τῆς Ἑλλάδος καὶ τῶν Συμμάχων. Εἶπεν ὅτι ἡ Ἑλλὰς ἀπὸ τῆς πρώτης στιγμῆς ἐτάχθη ὑπὲρ τῶν Συμμάχων καὶ ὅτι ὁ Ἑλληνικὸς λαὸς εἶναι ἀποφασισμένος νὰ συνεχίσῃ τὸν ἀγῶνα μέχρι τῆς τελικῆς νίκης. Ἡ ὁμιλία του ἐχαιρετίσθη μὲ ζωηρὰ χειροκροτήματα. Ἐν συνεχείᾳ ὡμίλησαν οἱ ἀντιπρόσωποι τῆς Γαλλίας, τῆς Ἰταλίας καὶ τοῦ Βελγίου. Ἡ διάσκεψις θὰ ἀσχοληθῇ μὲ τὰ ζητήματα τοῦ μεταπολεμικοῦ ἐμπορίου καὶ τῆς ἀνασυγκροτήσεως τῶν κατεστραμμένων χωρῶν.	[301, 625, 561, 869]
paper-name: ΕΜΠΡΟΣ	[698, 6, 817, 25]
column-divider	[1043, 36, 1044, 2301]
soap-sub: ΣΙ ΠΕΡΙΦΕΡΕΙΑΣ	[1393, 886, 1525, 905]
ad-spanish-line-title: ΓΡΑΜΜΗ ΙΣΠΑΝΙΚΗΣ ΑΤΜΟΠΛΟΪΑΣ	[62, 311, 235, 347]
conference-title: Η ΣΥΜΜΑΧΙΚΗ	[353, 306, 509, 329]
